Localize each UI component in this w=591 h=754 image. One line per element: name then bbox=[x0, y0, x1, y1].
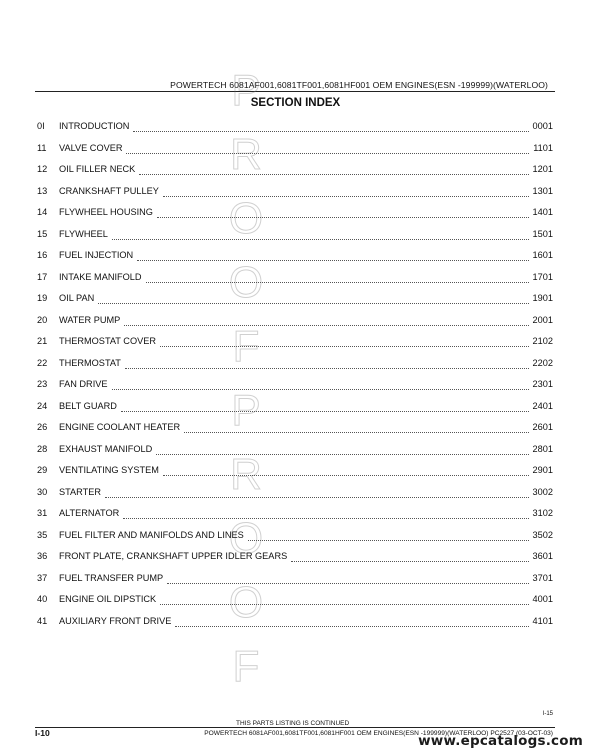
toc-section-title: EXHAUST MANIFOLD bbox=[59, 443, 153, 454]
toc-row[interactable] bbox=[37, 250, 553, 264]
toc-section-title: INTRODUCTION bbox=[59, 121, 130, 131]
footer-rule bbox=[35, 727, 555, 728]
toc-section-code: 37 bbox=[37, 572, 48, 583]
toc-page-number: 4101 bbox=[532, 615, 553, 626]
toc-dot-leader bbox=[160, 603, 528, 605]
toc-section-code: 20 bbox=[37, 314, 48, 325]
toc-page-number: 2202 bbox=[532, 357, 553, 368]
toc-section-title: INTAKE MANIFOLD bbox=[59, 271, 142, 282]
toc-page-number: 3601 bbox=[532, 551, 553, 561]
toc-row[interactable] bbox=[37, 401, 553, 415]
toc-page-number: 1201 bbox=[532, 164, 553, 174]
toc-dot-leader bbox=[137, 259, 528, 261]
toc-section-title: FUEL TRANSFER PUMP bbox=[59, 572, 164, 583]
toc-page-number: 1401 bbox=[532, 207, 553, 217]
toc-row[interactable] bbox=[37, 594, 553, 608]
toc-row[interactable] bbox=[37, 186, 553, 200]
toc-dot-leader bbox=[133, 130, 528, 132]
toc-dot-leader bbox=[126, 152, 529, 154]
toc-dot-leader bbox=[248, 539, 529, 541]
toc-dot-leader bbox=[157, 216, 529, 218]
toc-page-number: 1601 bbox=[532, 250, 553, 260]
watermark-letter: R bbox=[230, 450, 262, 499]
toc-section-code: 12 bbox=[37, 164, 48, 174]
toc-page-number: 0001 bbox=[532, 121, 553, 131]
toc-page-number: 2001 bbox=[532, 314, 553, 325]
toc-section-title: OIL FILLER NECK bbox=[59, 164, 136, 174]
toc-dot-leader bbox=[160, 345, 529, 347]
toc-section-code: 28 bbox=[37, 443, 48, 454]
toc-page-number: 2801 bbox=[532, 443, 553, 454]
toc-page-number: 3701 bbox=[532, 572, 553, 583]
toc-section-code: 30 bbox=[37, 486, 48, 497]
watermark-letter: F bbox=[232, 642, 260, 691]
toc-section-code: 17 bbox=[37, 271, 48, 282]
toc-dot-leader bbox=[124, 324, 528, 326]
toc-section-title: FUEL FILTER AND MANIFOLDS AND LINES bbox=[59, 529, 244, 540]
toc-dot-leader bbox=[121, 410, 529, 412]
toc-row[interactable] bbox=[37, 573, 553, 587]
watermark-letter: F bbox=[232, 322, 260, 371]
toc-section-code: 16 bbox=[37, 250, 48, 260]
footer-page-label: I-10 bbox=[35, 728, 50, 738]
toc-page-number: 1301 bbox=[532, 185, 553, 196]
toc-section-title: FUEL INJECTION bbox=[59, 250, 134, 260]
proof-watermark bbox=[226, 66, 266, 691]
toc-row[interactable] bbox=[37, 508, 553, 522]
watermark-letter: O bbox=[228, 258, 264, 307]
toc-row[interactable] bbox=[37, 315, 553, 329]
toc-section-code: 41 bbox=[37, 615, 48, 626]
toc-row[interactable] bbox=[37, 164, 553, 178]
toc-section-code: 15 bbox=[37, 228, 48, 239]
toc-dot-leader bbox=[98, 302, 528, 304]
toc-dot-leader bbox=[167, 582, 528, 584]
toc-section-title: FLYWHEEL bbox=[59, 228, 108, 239]
toc-section-code: 22 bbox=[37, 357, 48, 368]
toc-page-number: 1901 bbox=[532, 293, 553, 303]
toc-row[interactable] bbox=[37, 358, 553, 372]
toc-section-code: 40 bbox=[37, 594, 48, 604]
toc-row[interactable] bbox=[37, 616, 553, 630]
toc-page-number: 2601 bbox=[532, 422, 553, 432]
toc-section-code: 31 bbox=[37, 508, 48, 518]
toc-dot-leader bbox=[123, 517, 528, 519]
toc-section-title: ALTERNATOR bbox=[59, 508, 120, 518]
toc-dot-leader bbox=[291, 560, 528, 562]
toc-section-title: ENGINE COOLANT HEATER bbox=[59, 422, 181, 432]
toc-section-code: 0I bbox=[37, 121, 45, 131]
toc-section-code: 36 bbox=[37, 551, 48, 561]
toc-dot-leader bbox=[184, 431, 528, 433]
toc-page-number: 2102 bbox=[532, 336, 553, 346]
header-title: POWERTECH 6081AF001,6081TF001,6081HF001 OEM ENGINES(ESN -199999)(WATERLOO) bbox=[170, 80, 548, 90]
toc-section-code: 24 bbox=[37, 400, 48, 411]
toc-row[interactable] bbox=[37, 143, 553, 157]
toc-section-code: 11 bbox=[37, 142, 47, 153]
toc-section-code: 26 bbox=[37, 422, 48, 432]
toc-dot-leader bbox=[163, 195, 529, 197]
footer-page-number: I-15 bbox=[542, 711, 553, 717]
toc-page-number: 3002 bbox=[532, 486, 553, 497]
toc-section-title: ENGINE OIL DIPSTICK bbox=[59, 594, 157, 604]
toc-section-title: FLYWHEEL HOUSING bbox=[59, 207, 153, 217]
watermark-letter: R bbox=[230, 130, 262, 179]
toc-row[interactable] bbox=[37, 444, 553, 458]
toc-row[interactable] bbox=[37, 422, 553, 436]
site-watermark[interactable]: www.epcatalogs.com bbox=[418, 733, 583, 749]
toc-page-number: 2401 bbox=[532, 400, 553, 411]
watermark-letter: O bbox=[228, 578, 264, 627]
toc-section-title: STARTER bbox=[59, 486, 102, 497]
watermark-letter: P bbox=[231, 386, 261, 435]
toc-row[interactable] bbox=[37, 465, 553, 479]
footer-engine-line: POWERTECH 6081AF001,6081TF001,6081HF001 OEM ENGINES(ESN -199999)(WATERLOO) PC2527 (03-OCT-03) bbox=[204, 730, 553, 737]
toc-section-title: CRANKSHAFT PULLEY bbox=[59, 185, 159, 196]
toc-row[interactable] bbox=[37, 121, 553, 135]
toc-row[interactable] bbox=[37, 272, 553, 286]
toc-row[interactable] bbox=[37, 336, 553, 350]
toc-section-title: BELT GUARD bbox=[59, 400, 117, 411]
toc-section-title: VALVE COVER bbox=[59, 142, 123, 153]
toc-section-code: 13 bbox=[37, 185, 48, 196]
toc-row[interactable] bbox=[37, 379, 553, 393]
toc-page-number: 1501 bbox=[532, 228, 553, 239]
toc-section-code: 21 bbox=[37, 336, 48, 346]
toc-section-title: OIL PAN bbox=[59, 293, 95, 303]
header-rule bbox=[35, 91, 555, 92]
footer-continued-note: THIS PARTS LISTING IS CONTINUED bbox=[236, 720, 350, 727]
toc-dot-leader bbox=[125, 367, 529, 369]
toc-page-number: 2901 bbox=[532, 465, 553, 475]
toc-row[interactable] bbox=[37, 207, 553, 221]
toc-page-number: 1701 bbox=[532, 271, 553, 282]
toc-section-title: THERMOSTAT COVER bbox=[59, 336, 156, 346]
toc-section-code: 23 bbox=[37, 379, 48, 389]
toc-row[interactable] bbox=[37, 530, 553, 544]
toc-row[interactable] bbox=[37, 551, 553, 565]
toc-dot-leader bbox=[139, 173, 528, 175]
section-title: SECTION INDEX bbox=[250, 97, 341, 109]
watermark-letter: O bbox=[228, 514, 264, 563]
watermark-letter: P bbox=[231, 66, 261, 115]
toc-dot-leader bbox=[105, 496, 529, 498]
toc-page-number: 2301 bbox=[532, 379, 553, 389]
toc-section-title: FRONT PLATE, CRANKSHAFT UPPER IDLER GEARS bbox=[59, 551, 288, 561]
toc-section-title: VENTILATING SYSTEM bbox=[59, 465, 159, 475]
toc-page-number: 3102 bbox=[532, 508, 553, 518]
toc-row[interactable] bbox=[37, 487, 553, 501]
toc-section-title: WATER PUMP bbox=[59, 314, 121, 325]
toc-section-code: 35 bbox=[37, 529, 48, 540]
toc-dot-leader bbox=[112, 238, 529, 240]
toc-section-code: 29 bbox=[37, 465, 48, 475]
toc-section-title: AUXILIARY FRONT DRIVE bbox=[59, 615, 172, 626]
watermark-letter: O bbox=[228, 194, 264, 243]
toc-page-number: 1101 bbox=[533, 142, 553, 153]
toc-section-title: THERMOSTAT bbox=[59, 357, 121, 368]
toc-dot-leader bbox=[112, 388, 529, 390]
toc-section-code: 19 bbox=[37, 293, 48, 303]
toc-page-number: 4001 bbox=[532, 594, 553, 604]
toc-page-number: 3502 bbox=[532, 529, 553, 540]
toc-dot-leader bbox=[175, 625, 528, 627]
toc-dot-leader bbox=[163, 474, 529, 476]
toc-dot-leader bbox=[156, 453, 528, 455]
toc-section-code: 14 bbox=[37, 207, 48, 217]
toc-row[interactable] bbox=[37, 229, 553, 243]
toc-section-title: FAN DRIVE bbox=[59, 379, 108, 389]
toc-dot-leader bbox=[146, 281, 529, 283]
toc-row[interactable] bbox=[37, 293, 553, 307]
